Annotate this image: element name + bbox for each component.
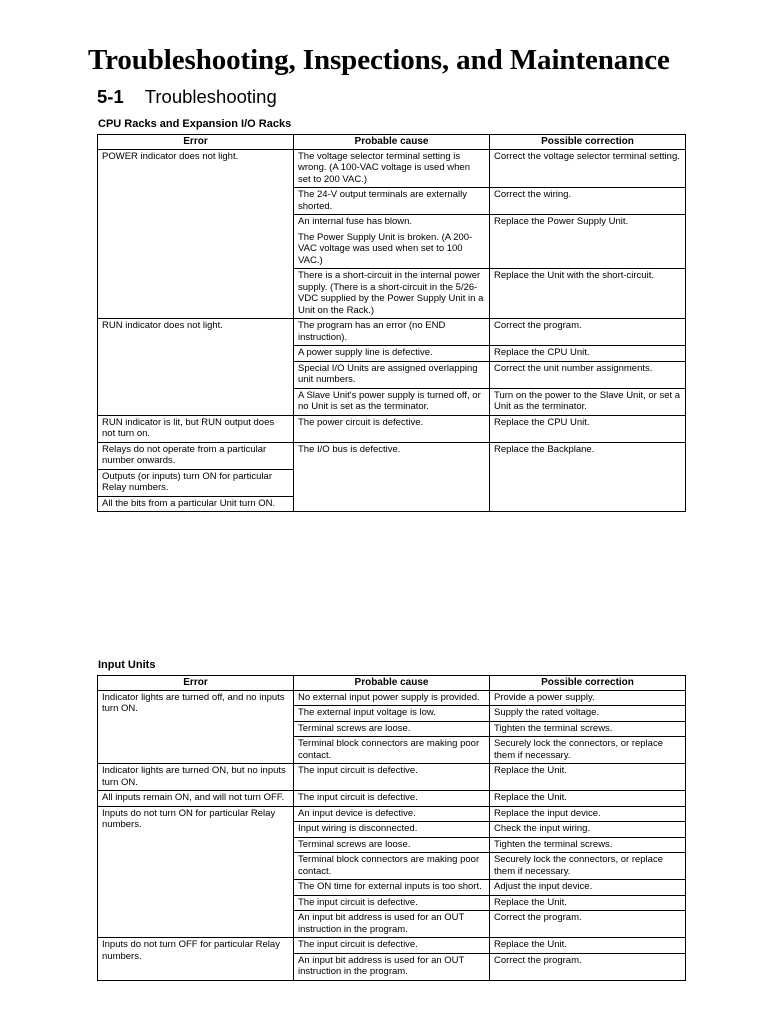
correction-cell: Tighten the terminal screws.	[490, 721, 686, 737]
correction-cell: Correct the program.	[490, 953, 686, 980]
cause-cell: The input circuit is defective.	[294, 791, 490, 807]
cause-cell: The 24-V output terminals are externally shorted.	[294, 188, 490, 215]
cause-cell: Terminal block connectors are making poor contact.	[294, 737, 490, 764]
correction-cell: Provide a power supply.	[490, 690, 686, 706]
cause-cell: The I/O bus is defective.	[294, 442, 490, 512]
section-heading	[97, 86, 277, 108]
cause-cell: An input bit address is used for an OUT instruction in the program.	[294, 911, 490, 938]
input-table-caption: Input Units	[98, 659, 156, 671]
error-cell: RUN indicator does not light.	[98, 319, 294, 416]
correction-cell: Correct the unit number assignments.	[490, 361, 686, 388]
column-header-error: Error	[98, 676, 294, 691]
cause-cell: An input bit address is used for an OUT instruction in the program.	[294, 953, 490, 980]
cause-cell: A power supply line is defective.	[294, 346, 490, 362]
error-cell: Outputs (or inputs) turn ON for particular Relay numbers.	[98, 469, 294, 496]
correction-cell: Replace the Unit.	[490, 791, 686, 807]
error-cell: All inputs remain ON, and will not turn OFF.	[98, 791, 294, 807]
cause-cell: There is a short-circuit in the internal power supply. (There is a short-circuit in the 5/26-VDC supplied by the Power Supply Unit in a Unit on the Rack.)	[294, 269, 490, 319]
column-header-probable-cause: Probable cause	[294, 135, 490, 150]
cause-cell: Special I/O Units are assigned overlapping unit numbers.	[294, 361, 490, 388]
correction-cell: Tighten the terminal screws.	[490, 837, 686, 853]
table-row	[98, 791, 686, 807]
table-row	[98, 319, 686, 346]
correction-cell: Replace the Unit.	[490, 764, 686, 791]
cause-cell: Terminal screws are loose.	[294, 837, 490, 853]
table-row	[98, 149, 686, 188]
error-cell: RUN indicator is lit, but RUN output does not turn on.	[98, 415, 294, 442]
correction-cell: Replace the CPU Unit.	[490, 415, 686, 442]
cause-cell: An input device is defective.	[294, 806, 490, 822]
cause-cell: A Slave Unit's power supply is turned off, or no Unit is set as the terminator.	[294, 388, 490, 415]
cause-text: An internal fuse has blown.	[298, 216, 413, 227]
correction-cell: Adjust the input device.	[490, 880, 686, 896]
error-cell: Inputs do not turn ON for particular Relay numbers.	[98, 806, 294, 938]
correction-cell: Securely lock the connectors, or replace them if necessary.	[490, 853, 686, 880]
column-header-error: Error	[98, 135, 294, 150]
table-header-row	[98, 135, 686, 150]
cause-cell: The external input voltage is low.	[294, 706, 490, 722]
input-units-table	[97, 675, 686, 981]
correction-cell: Correct the program.	[490, 319, 686, 346]
cause-cell: Input wiring is disconnected.	[294, 822, 490, 838]
correction-cell: Replace the input device.	[490, 806, 686, 822]
correction-cell: Supply the rated voltage.	[490, 706, 686, 722]
cause-cell: Terminal block connectors are making poor contact.	[294, 853, 490, 880]
correction-cell: Replace the Unit with the short-circuit.	[490, 269, 686, 319]
table-row	[98, 415, 686, 442]
cause-cell: The input circuit is defective.	[294, 938, 490, 954]
error-cell: Indicator lights are turned off, and no inputs turn ON.	[98, 690, 294, 764]
column-header-probable-cause: Probable cause	[294, 676, 490, 691]
table-row	[98, 938, 686, 954]
correction-cell: Securely lock the connectors, or replace them if necessary.	[490, 737, 686, 764]
section-number: 5-1	[97, 86, 124, 107]
table-header-row	[98, 676, 686, 691]
correction-cell: Correct the voltage selector terminal setting.	[490, 149, 686, 188]
cause-cell: The power circuit is defective.	[294, 415, 490, 442]
error-cell: Relays do not operate from a particular number onwards.	[98, 442, 294, 469]
correction-cell: Replace the Backplane.	[490, 442, 686, 512]
correction-cell: Replace the Power Supply Unit.	[490, 215, 686, 269]
correction-cell: Replace the Unit.	[490, 895, 686, 911]
cpu-table-caption: CPU Racks and Expansion I/O Racks	[98, 118, 292, 130]
error-cell: Inputs do not turn OFF for particular Relay numbers.	[98, 938, 294, 981]
correction-cell: Correct the wiring.	[490, 188, 686, 215]
correction-cell: Replace the CPU Unit.	[490, 346, 686, 362]
table-row	[98, 690, 686, 706]
table-row	[98, 764, 686, 791]
cause-text: The Power Supply Unit is broken. (A 200-VAC voltage was used when set to 100 VAC.)	[298, 231, 473, 266]
correction-cell: Check the input wiring.	[490, 822, 686, 838]
cause-cell: The program has an error (no END instruction).	[294, 319, 490, 346]
correction-cell: Correct the program.	[490, 911, 686, 938]
cause-cell: The input circuit is defective.	[294, 895, 490, 911]
table-row	[98, 806, 686, 822]
cpu-racks-table	[97, 134, 686, 512]
error-cell: Indicator lights are turned ON, but no inputs turn ON.	[98, 764, 294, 791]
cause-cell: The voltage selector terminal setting is wrong. (A 100-VAC voltage is used when set to 200 VAC.)	[294, 149, 490, 188]
correction-cell: Replace the Unit.	[490, 938, 686, 954]
section-title: Troubleshooting	[144, 86, 277, 107]
cause-cell: No external input power supply is provided.	[294, 690, 490, 706]
page-title: Troubleshooting, Inspections, and Maintenance	[88, 44, 670, 76]
table-row	[98, 442, 686, 469]
correction-cell: Turn on the power to the Slave Unit, or set a Unit as the terminator.	[490, 388, 686, 415]
cause-cell: Terminal screws are loose.	[294, 721, 490, 737]
cause-cell: The input circuit is defective.	[294, 764, 490, 791]
column-header-possible-correction: Possible correction	[490, 676, 686, 691]
error-cell: POWER indicator does not light.	[98, 149, 294, 319]
column-header-possible-correction: Possible correction	[490, 135, 686, 150]
cause-cell: The ON time for external inputs is too short.	[294, 880, 490, 896]
cause-cell	[294, 215, 490, 269]
error-cell: All the bits from a particular Unit turn ON.	[98, 496, 294, 512]
